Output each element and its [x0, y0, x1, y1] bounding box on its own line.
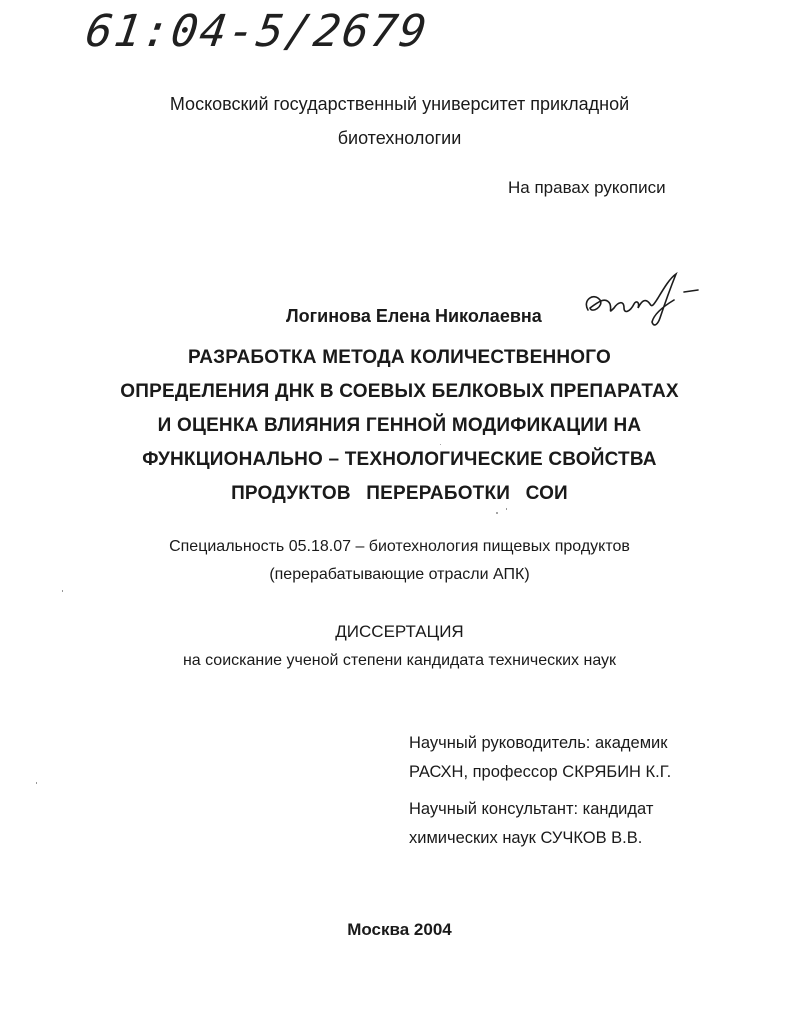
scan-speck — [440, 444, 441, 445]
consultant-line2: химических наук СУЧКОВ В.В. — [409, 829, 643, 847]
author-name: Логинова Елена Николаевна — [286, 306, 542, 326]
thesis-title-line: ПРОДУКТОВ ПЕРЕРАБОТКИ СОИ — [231, 483, 568, 504]
consultant-line1: Научный консультант: кандидат — [409, 800, 654, 818]
signature — [580, 270, 705, 340]
scan-speck — [506, 508, 507, 510]
thesis-title-line: ОПРЕДЕЛЕНИЯ ДНК В СОЕВЫХ БЕЛКОВЫХ ПРЕПАРАТАХ — [120, 381, 679, 402]
specialty-line2: (перерабатывающие отрасли АПК) — [269, 566, 530, 583]
thesis-title-line: РАЗРАБОТКА МЕТОДА КОЛИЧЕСТВЕННОГО — [188, 347, 611, 368]
scan-speck — [496, 512, 498, 514]
archive-code: 61:04-5/2679 — [82, 6, 432, 57]
rights-note: На правах рукописи — [508, 178, 666, 197]
thesis-title-line: И ОЦЕНКА ВЛИЯНИЯ ГЕННОЙ МОДИФИКАЦИИ НА — [157, 415, 642, 436]
thesis-title-line: ФУНКЦИОНАЛЬНО – ТЕХНОЛОГИЧЕСКИЕ СВОЙСТВА — [142, 449, 657, 470]
specialty-line1: Специальность 05.18.07 – биотехнология пищевых продуктов — [169, 538, 630, 555]
supervisor-line2: РАСХН, профессор СКРЯБИН К.Г. — [409, 763, 672, 781]
scan-speck — [62, 590, 63, 592]
scan-speck — [36, 782, 37, 784]
university-name-line1: Московский государственный университет прикладной — [169, 94, 630, 114]
university-name-line2: биотехнологии — [337, 128, 462, 148]
dissertation-label: ДИССЕРТАЦИЯ — [335, 622, 464, 641]
city-year: Москва 2004 — [347, 920, 452, 939]
supervisor-line1: Научный руководитель: академик — [409, 734, 668, 752]
degree-line: на соискание ученой степени кандидата технических наук — [182, 652, 617, 669]
